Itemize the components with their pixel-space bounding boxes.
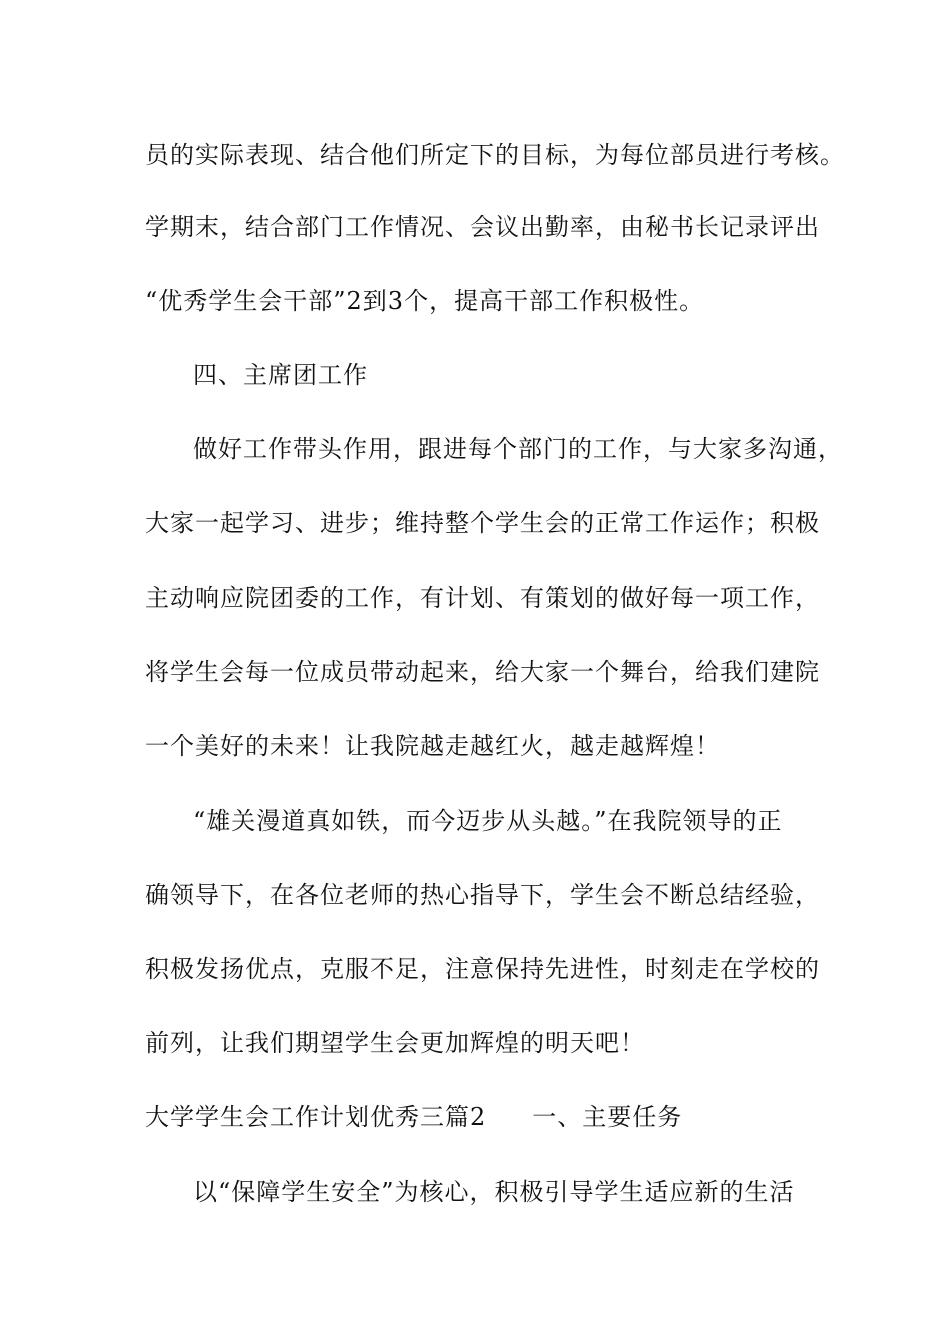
paragraph-line: 员的实际表现、结合他们所定下的目标，为每位部员进行考核。 [145,141,845,169]
paragraph-line: 学期末，结合部门工作情况、会议出勤率，由秘书长记录评出 [145,213,820,241]
paragraph-line: 大家一起学习、进步；维持整个学生会的正常工作运作；积极 [145,509,820,537]
paragraph-line: “雄关漫道真如铁，而今迈步从头越。”在我院领导的正 [193,807,783,835]
document-section-title: 大学学生会工作计划优秀三篇2 [145,1103,487,1131]
paragraph-line: 确领导下，在各位老师的热心指导下，学生会不断总结经验， [145,881,820,909]
paragraph-line: 前列，让我们期望学生会更加辉煌的明天吧！ [145,1029,645,1057]
paragraph-line: 积极发扬优点，克服不足，注意保持先进性，时刻走在学校的 [145,955,820,983]
paragraph-line: 做好工作带头作用，跟进每个部门的工作，与大家多沟通， [193,435,843,463]
paragraph-line: 以“保障学生安全”为核心，积极引导学生适应新的生活 [193,1178,795,1206]
paragraph-line: 将学生会每一位成员带动起来，给大家一个舞台，给我们建院 [145,658,820,686]
paragraph-line: “优秀学生会干部”2到3个，提高干部工作积极性。 [145,287,705,315]
paragraph-line: 一个美好的未来！让我院越走越红火，越走越辉煌！ [145,732,720,760]
document-section-title-line [145,1102,845,1132]
section-heading: 四、主席团工作 [193,361,368,389]
document-section-subtitle: 一、主要任务 [532,1103,683,1131]
paragraph-line: 主动响应院团委的工作，有计划、有策划的做好每一项工作， [145,584,820,612]
